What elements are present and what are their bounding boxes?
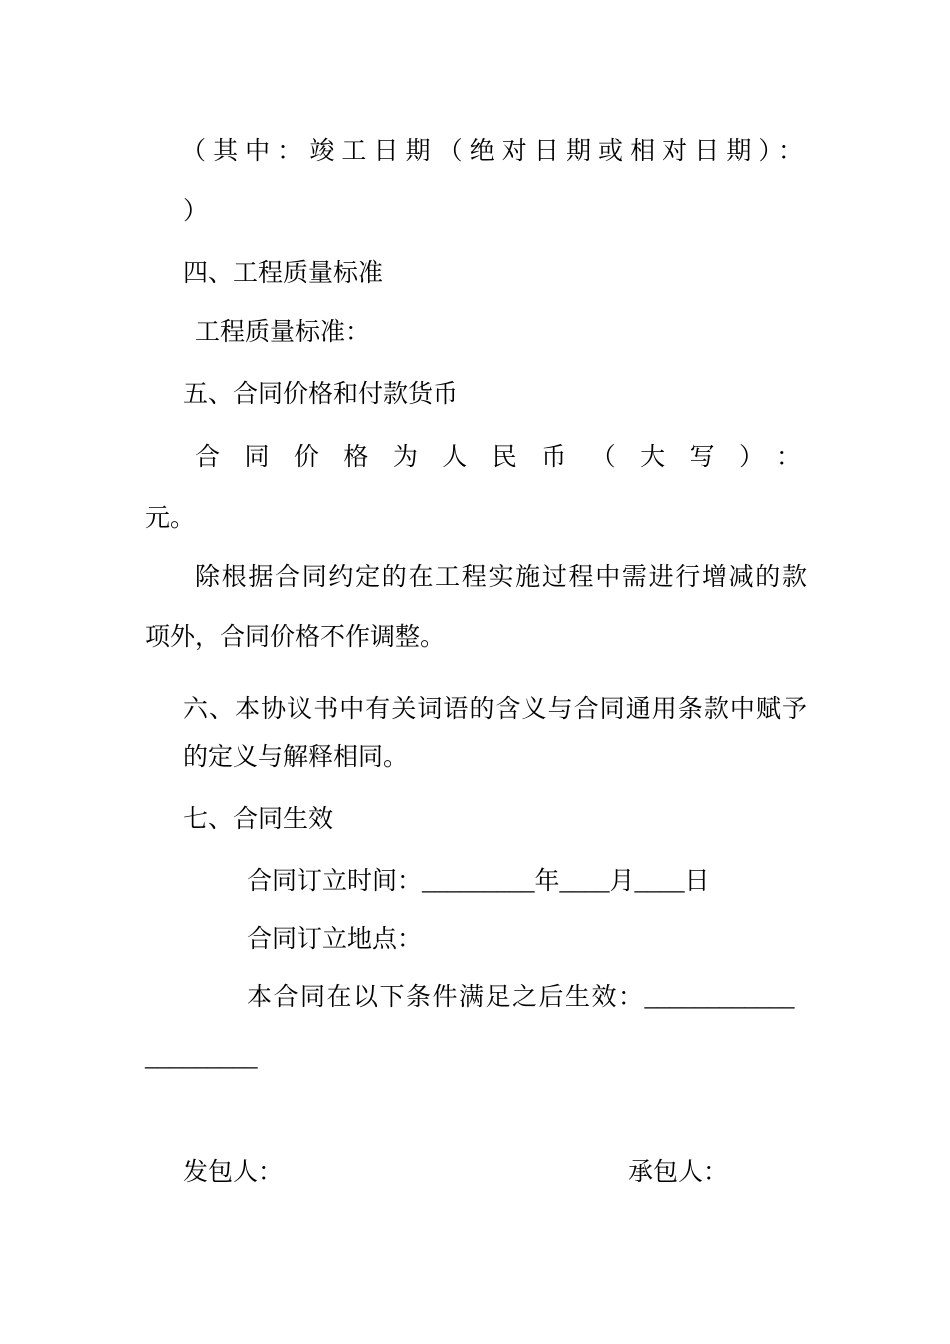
section6-line-2: 的定义与解释相同。 bbox=[183, 744, 409, 771]
effective-condition-blank-continued: _________ bbox=[145, 1044, 258, 1071]
signing-month-unit: 月 bbox=[609, 868, 635, 895]
signing-time-row bbox=[247, 867, 710, 897]
signing-place-label: 合同订立地点： bbox=[247, 926, 423, 953]
effective-condition-blank: ____________ bbox=[644, 984, 795, 1011]
section7-title: 七、合同生效 bbox=[183, 806, 334, 833]
signing-month-blank: ____ bbox=[559, 868, 610, 895]
quality-standard-label: 工程质量标准： bbox=[195, 319, 371, 346]
price-note-line-2: 项外，合同价格不作调整。 bbox=[145, 624, 446, 651]
completion-date-line: （其中：竣工日期（绝对日期或相对日期）： bbox=[181, 138, 803, 165]
signing-day-unit: 日 bbox=[684, 868, 710, 895]
effective-condition-label: 本合同在以下条件满足之后生效： bbox=[247, 984, 645, 1011]
section6-line-1: 六、本协议书中有关词语的含义与合同通用条款中赋予 bbox=[183, 696, 807, 723]
price-note-line-1: 除根据合同约定的在工程实施过程中需进行增减的款 bbox=[195, 564, 807, 591]
completion-date-close: ） bbox=[183, 198, 209, 225]
signing-year-unit: 年 bbox=[534, 868, 560, 895]
effective-condition-row bbox=[247, 983, 795, 1013]
signing-time-label: 合同订立时间： bbox=[247, 868, 423, 895]
section4-title: 四、工程质量标准 bbox=[183, 260, 384, 287]
section5-title: 五、合同价格和付款货币 bbox=[183, 381, 459, 408]
signing-day-blank: ____ bbox=[634, 868, 685, 895]
employer-signature-label: 发包人： bbox=[183, 1159, 284, 1186]
contractor-signature-label: 承包人： bbox=[628, 1159, 729, 1186]
contract-price-unit: 元。 bbox=[145, 505, 196, 532]
contract-price-line: 合同价格为人民币（大写）： bbox=[195, 444, 801, 471]
signing-year-blank: _________ bbox=[422, 868, 535, 895]
